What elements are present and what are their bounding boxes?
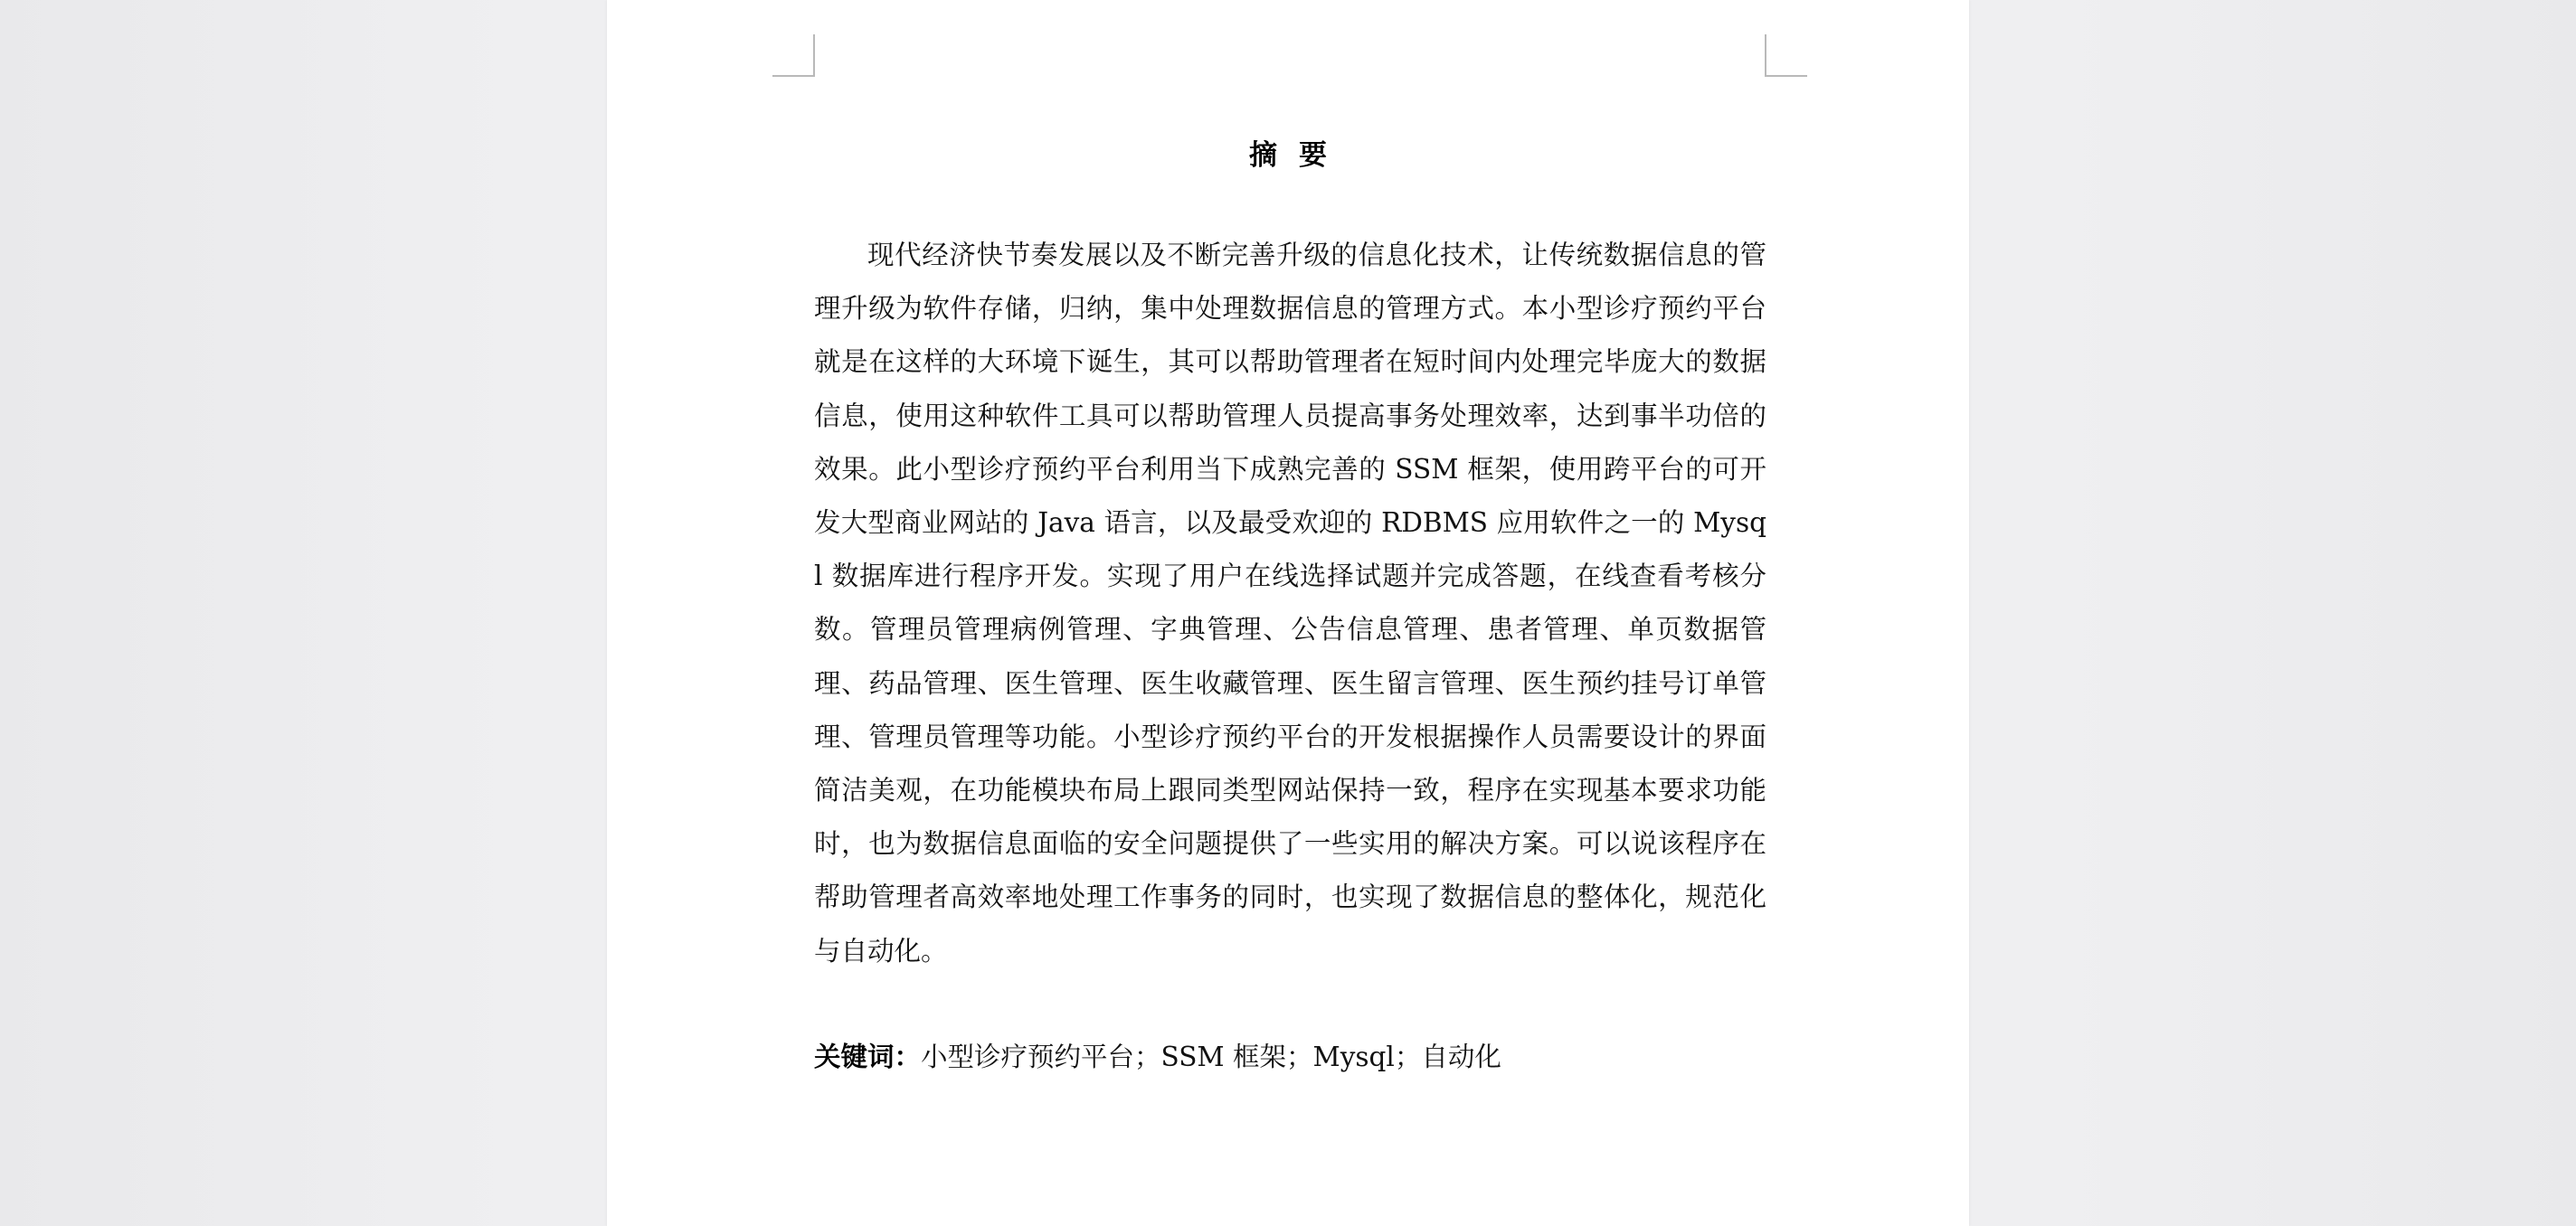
abstract-body: 现代经济快节奏发展以及不断完善升级的信息化技术，让传统数据信息的管理升级为软件存储，归纳，集中处理数据信息的管理方式。本小型诊疗预约平台就是在这样的大环境下诞生，其可以帮助管理者在短时间内处理完毕庞大的数据信息，使用这种软件工具可以帮助管理人员提高事务处理效率，达到事半功倍的效果。此小型诊疗预约平台利用当下成熟完善的 SSM 框架，使用跨平台的可开发大型商业网站的 Java 语言，以及最受欢迎的 RDBMS 应用软件之一的 Mysql 数据库进行程序开发。实现了用户在线选择试题并完成答题，在线查看考核分数。管理员管理病例管理、字典管理、公告信息管理、患者管理、单页数据管理、药品管理、医生管理、医生收藏管理、医生留言管理、医生预约挂号订单管理、管理员管理等功能。小型诊疗预约平台的开发根据操作人员需要设计的界面简洁美观，在功能模块布局上跟同类型网站保持一致，程序在实现基本要求功能时，也为数据信息面临的安全问题提供了一些实用的解决方案。可以说该程序在帮助管理者高效率地处理工作事务的同时，也实现了数据信息的整体化，规范化与自动化。 xyxy=(814,240,1766,967)
keywords-label: 关键词： xyxy=(814,1041,922,1072)
keywords-line xyxy=(814,1034,1766,1080)
crop-mark-top-left xyxy=(772,34,815,77)
keywords-value: 小型诊疗预约平台；SSM 框架；Mysql；自动化 xyxy=(921,1042,1501,1072)
crop-mark-top-right xyxy=(1765,34,1807,77)
abstract-heading: 摘要 xyxy=(1249,139,1349,172)
document-page xyxy=(607,0,1969,1226)
